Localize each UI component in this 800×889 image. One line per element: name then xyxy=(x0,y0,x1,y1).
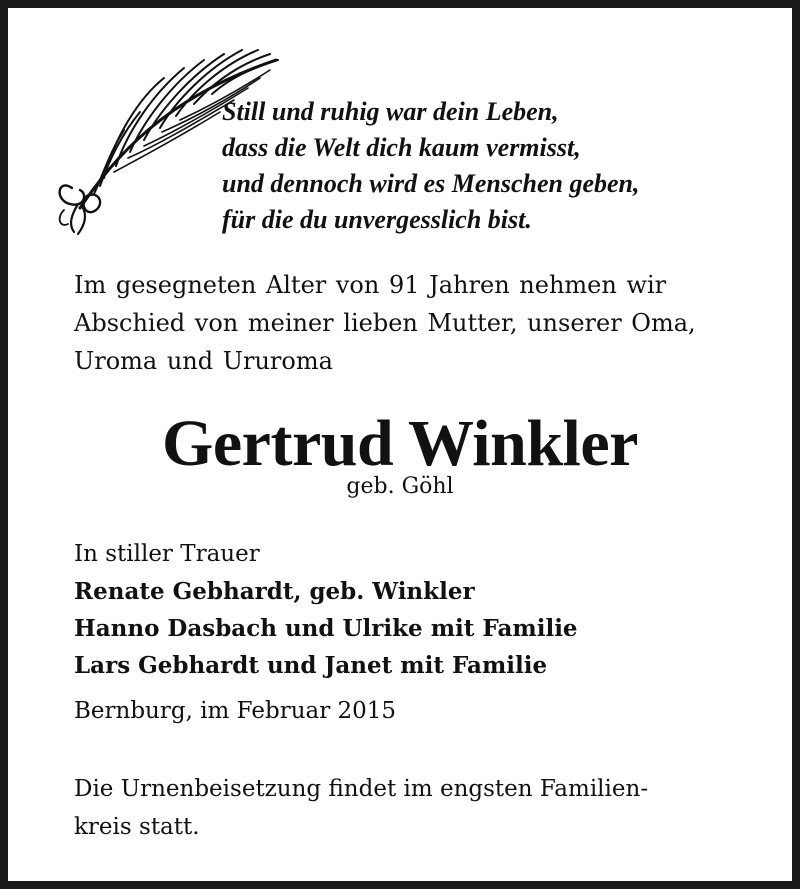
mourning-phrase: In stiller Trauer xyxy=(74,541,260,567)
announcement-line: Abschied von meiner lieben Mutter, unserer Oma, xyxy=(74,309,696,337)
place-and-date: Bernburg, im Februar 2015 xyxy=(74,698,397,724)
burial-note-line: Die Urnenbeisetzung findet im engsten Familien- xyxy=(74,776,649,802)
poem-line: dass die Welt dich kaum vermisst, xyxy=(222,133,581,162)
deceased-name: Gertrud Winkler xyxy=(162,407,638,480)
announcement-text xyxy=(74,266,732,380)
burial-note-line: kreis statt. xyxy=(74,814,200,840)
mourner-name: Renate Gebhardt, geb. Winkler xyxy=(74,578,475,605)
mourner-name: Hanno Dasbach und Ulrike mit Familie xyxy=(74,615,578,642)
announcement-line: Uroma und Ururoma xyxy=(74,347,333,375)
poem-line: Still und ruhig war dein Leben, xyxy=(222,97,559,126)
poem-line: für die du unvergesslich bist. xyxy=(222,205,532,234)
announcement-line: Im gesegneten Alter von 91 Jahren nehmen wir xyxy=(74,271,667,299)
maiden-name: geb. Göhl xyxy=(346,474,454,499)
memorial-poem xyxy=(222,94,640,238)
mourners-list xyxy=(74,536,578,684)
poem-line: und dennoch wird es Menschen geben, xyxy=(222,169,640,198)
burial-note xyxy=(74,770,744,846)
mourner-name: Lars Gebhardt und Janet mit Familie xyxy=(74,652,548,679)
